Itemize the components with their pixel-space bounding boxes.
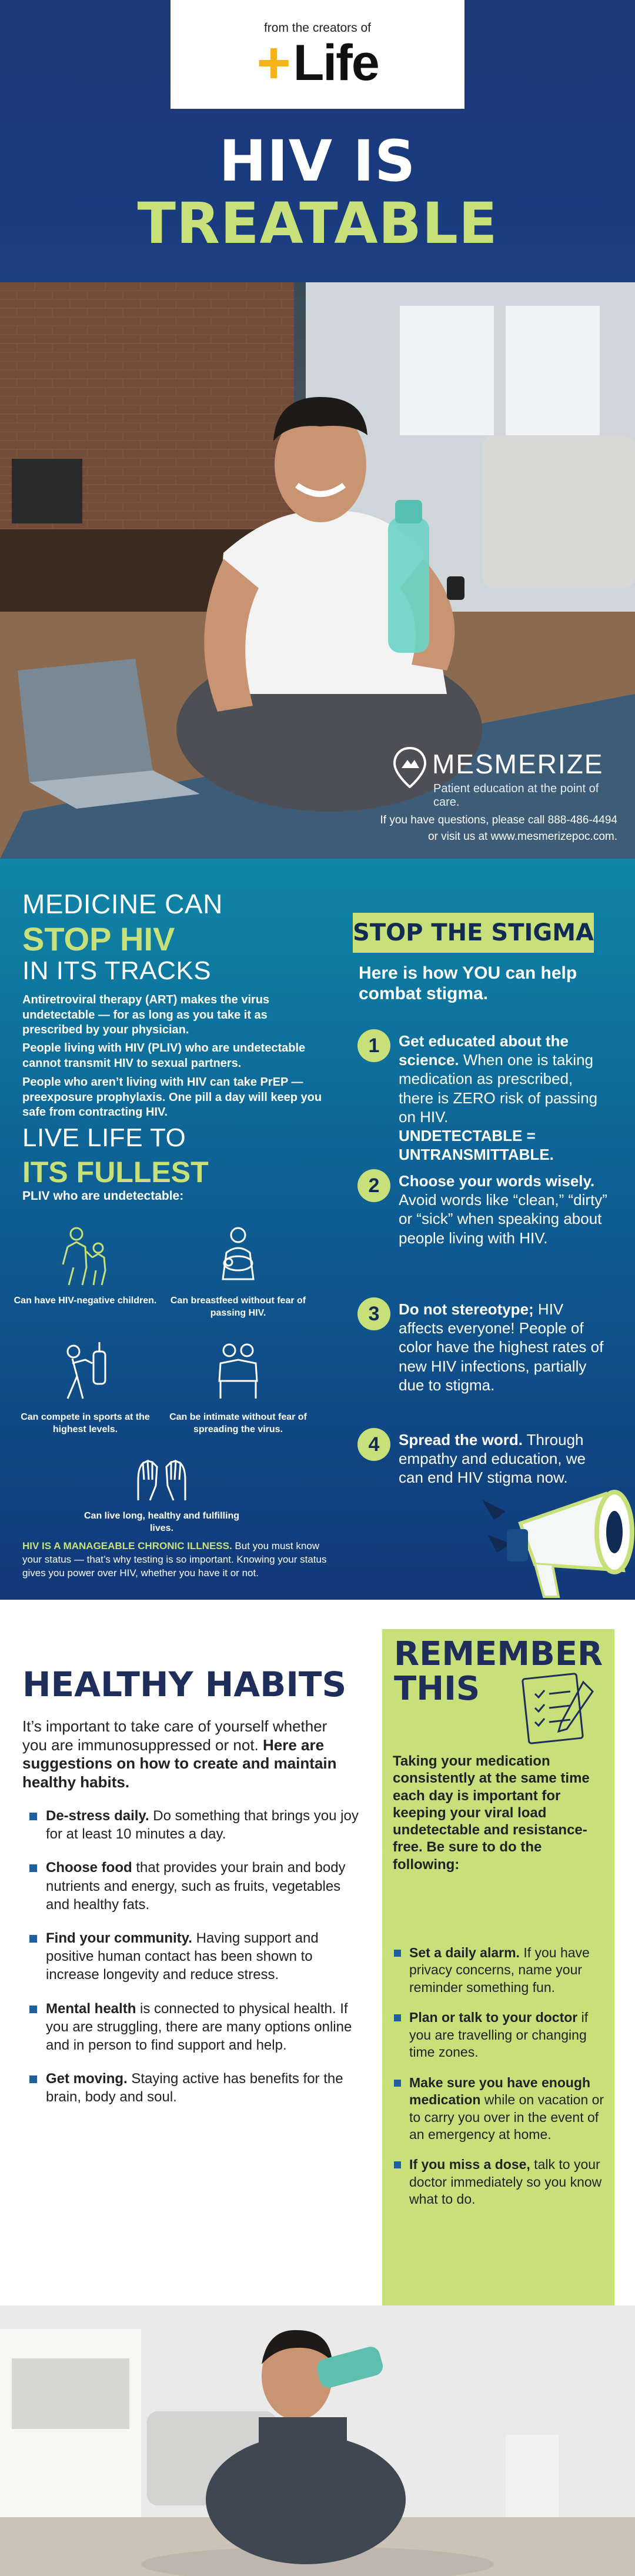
step-text: HIV affects everyone! People of color have the highest rates of new HIV infections, partially due to stigma.: [399, 1300, 604, 1394]
remember-item: [393, 1944, 604, 1996]
title-line1: HIV IS: [219, 128, 416, 194]
step-bold: Choose your words wisely.: [399, 1172, 595, 1190]
title-line2: TREATABLE: [137, 191, 498, 256]
step-text: When one is taking medication as prescribed, there is ZERO risk of passing on HIV.: [399, 1051, 598, 1126]
megaphone-icon: [464, 1488, 635, 1600]
healthy-habits-list: [22, 1807, 363, 2121]
step-number: 3: [357, 1297, 390, 1330]
step-text: Through empathy and education, we can end HIV stigma now.: [399, 1431, 586, 1487]
stigma-step: [357, 1169, 616, 1269]
medicine-paragraph-2: People living with HIV (PLIV) who are undetectable cannot transmit HIV to sexual partners.: [22, 1042, 306, 1070]
step-bold: Spread the word.: [399, 1431, 523, 1449]
remember-bold: Plan or talk to your doctor: [409, 2010, 578, 2026]
stigma-step: [357, 1029, 616, 1164]
step-extra: UNDETECTABLE = UNTRANSMITTABLE.: [399, 1127, 554, 1164]
benefit-item: [159, 1340, 317, 1436]
benefit-text: Can breastfeed without fear of passing HIV.: [170, 1296, 306, 1318]
breastfeeding-icon: [203, 1223, 273, 1288]
contact-phone: If you have questions, please call 888-486-4494: [380, 814, 617, 826]
remember-bold: Make sure you have enough medication: [409, 2074, 591, 2108]
mesmerize-brand: [391, 747, 626, 809]
healthy-habits-intro: [22, 1717, 352, 1792]
remember-bold: If you miss a dose,: [409, 2157, 530, 2173]
stigma-step: [357, 1297, 616, 1397]
brand-tagline: Patient education at the point of care.: [433, 782, 599, 809]
step-number: 2: [357, 1169, 390, 1202]
medicine-heading-2: STOP HIV: [22, 920, 175, 957]
brand-name: MESMERIZE: [432, 749, 604, 779]
habit-text: Staying active has benefits for the brain, body and soul.: [46, 2071, 343, 2105]
step-bold: Get educated about the science.: [399, 1032, 569, 1069]
intro-plain: It’s important to take care of yourself whether you are immunosuppressed or not.: [22, 1717, 327, 1754]
boxer-icon: [50, 1340, 121, 1404]
remember-title-line2: THIS: [394, 1669, 480, 1708]
habit-text: that provides your brain and body nutrients and energy, such as fruits, vegetables and healthy fats.: [46, 1860, 346, 1913]
remember-text: talk to your doctor immediately so you know what to do.: [409, 2157, 602, 2207]
benefit-item: [82, 1456, 241, 1535]
stigma-subheading: Here is how YOU can help combat stigma.: [359, 963, 577, 1003]
habit-item: [22, 1858, 363, 1914]
plus-life-logo: [171, 0, 464, 109]
benefit-text: Can live long, healthy and fulfilling lives.: [83, 1511, 239, 1533]
remember-intro: Taking your medication consistently at the same time each day is important for keeping your viral load undetectable and resistance-free. Be sure to do the following:: [393, 1753, 590, 1873]
benefit-text: Can have HIV-negative children.: [14, 1296, 157, 1306]
location-pin-icon: [393, 747, 426, 788]
habit-item: [22, 1807, 363, 1843]
habit-text: is connected to physical health. If you are struggling, there are many options online and in person to find support and help.: [46, 2000, 352, 2053]
remember-text: while on vacation or to carry you over in the event of an emergency at home.: [409, 2092, 604, 2142]
medicine-heading-1: MEDICINE CAN: [22, 889, 223, 919]
hero-section: [0, 0, 635, 859]
benefit-text: Can be intimate without fear of spreading the virus.: [169, 1412, 307, 1434]
medicine-heading-3: IN ITS TRACKS: [22, 956, 212, 985]
contact-website: or visit us at www.mesmerizepoc.com.: [427, 830, 617, 843]
checklist-note-icon: [517, 1670, 600, 1747]
habit-bold: De-stress daily.: [46, 1808, 149, 1824]
habit-text: Having support and positive human contact has been shown to increase longevity and reduce stress.: [46, 1930, 319, 1983]
healthy-habits-section: [0, 1600, 635, 2576]
live-heading-2: ITS FULLEST: [22, 1156, 209, 1189]
habit-bold: Find your community.: [46, 1930, 192, 1946]
remember-item: [393, 2074, 604, 2144]
live-subheading: PLIV who are undetectable:: [22, 1189, 184, 1203]
benefit-item: [159, 1223, 317, 1320]
parent-child-icon: [50, 1223, 121, 1288]
benefit-text: Can compete in sports at the highest levels.: [21, 1412, 150, 1434]
raised-hands-icon: [126, 1456, 197, 1503]
remember-bold: Set a daily alarm.: [409, 1945, 520, 1960]
benefit-item: [6, 1223, 165, 1307]
remember-panel: [382, 1629, 614, 2358]
remember-list: [393, 1944, 604, 2221]
remember-title-line1: REMEMBER: [394, 1635, 603, 1673]
habit-item: [22, 2070, 363, 2106]
intro-bold: Here are suggestions on how to create and maintain healthy habits.: [22, 1736, 337, 1791]
bottom-photo: [0, 2305, 635, 2576]
plus-icon: +: [256, 29, 290, 96]
step-number: 1: [357, 1029, 390, 1062]
logo-text: Life: [293, 35, 379, 91]
live-heading-1: LIVE LIFE TO: [22, 1123, 186, 1152]
step-text: Avoid words like “clean,” “dirty” or “sick” when speaking about people living with HIV.: [399, 1191, 607, 1247]
benefit-item: [6, 1340, 165, 1436]
remember-text: If you have privacy concerns, name your reminder something fun.: [409, 1945, 590, 1995]
habit-item: [22, 1929, 363, 1984]
habit-text: Do something that brings you joy for at least 10 minutes a day.: [46, 1808, 359, 1843]
step-bold: Do not stereotype;: [399, 1300, 534, 1318]
habit-bold: Choose food: [46, 1860, 132, 1876]
medicine-paragraph-1: Antiretroviral therapy (ART) makes the virus undetectable — for as long as you take it as prescribed by your physician.: [22, 993, 270, 1037]
remember-item: [393, 2009, 604, 2061]
chronic-strong: HIV IS A MANAGEABLE CHRONIC ILLNESS.: [22, 1540, 232, 1551]
habit-bold: Get moving.: [46, 2071, 128, 2087]
healthy-habits-title: HEALTHY HABITS: [22, 1664, 347, 1704]
habit-item: [22, 2000, 363, 2055]
remember-item: [393, 2156, 604, 2208]
step-number: 4: [357, 1428, 390, 1461]
couple-icon: [203, 1340, 273, 1404]
habit-bold: Mental health: [46, 2000, 136, 2017]
medicine-stigma-section: [0, 859, 635, 1600]
creators-text: from the creators of: [263, 21, 372, 35]
medicine-paragraph-3: People who aren’t living with HIV can take PrEP — preexposure prophylaxis. One pill a day will keep you safe from contracting HIV.: [22, 1076, 322, 1119]
chronic-illness-note: [22, 1540, 340, 1580]
chronic-rest: But you must know your status — that’s why testing is so important. Knowing your status gives you power over HIV, whether you have it or not.: [22, 1540, 327, 1579]
remember-text: if you are travelling or changing time zones.: [409, 2010, 589, 2060]
stop-stigma-banner: STOP THE STIGMA: [353, 913, 594, 953]
